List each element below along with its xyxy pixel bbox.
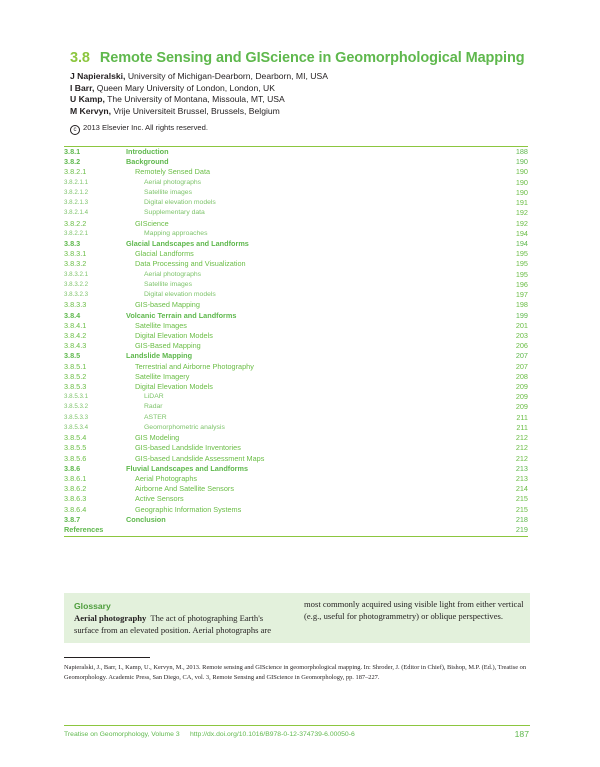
glossary-heading: Glossary: [74, 601, 111, 611]
toc-entry-number: 3.8.2.1: [64, 167, 87, 177]
toc-entry[interactable]: [64, 505, 528, 515]
toc-entry[interactable]: [64, 525, 528, 535]
toc-entry[interactable]: [64, 341, 528, 351]
toc-entry-number: 3.8.6.4: [64, 504, 87, 514]
toc-entry-number: 3.8.3.2: [64, 259, 87, 269]
toc-entry[interactable]: [64, 239, 528, 249]
toc-entry-page: 212: [515, 453, 528, 463]
toc-entry[interactable]: [64, 382, 528, 392]
toc-entry-title: Data Processing and Visualization: [135, 259, 246, 269]
footer-rule: [64, 725, 530, 726]
toc-entry-number: 3.8.5.6: [64, 453, 87, 463]
toc-entry-number: 3.8.6.1: [64, 474, 87, 483]
toc-entry-page: 190: [515, 167, 528, 177]
toc-entry-title: LiDAR: [144, 393, 164, 401]
toc-entry-page: 207: [515, 351, 528, 361]
toc-entry-title: GIS-based Mapping: [135, 300, 200, 310]
toc-entry-page: 195: [515, 269, 528, 279]
citation-note: Napieralski, J., Barr, I., Kamp, U., Kervyn, M., 2013. Remote sensing and GIScience in geomorphological mapping. In: Shroder, J. (Editor in Chief), Bishop, M.P. (Ed.), Treatise on Geomorphology. Academic Press, San Diego, CA, vol. 3, Remote Sensing and GIScience in Geomorphology, pp. 187–227.: [64, 664, 527, 682]
toc-entry-title: Landslide Mapping: [126, 351, 193, 361]
toc-entry[interactable]: [64, 464, 528, 474]
author-line: [70, 71, 540, 83]
toc-entry-page: 211: [516, 412, 528, 422]
toc-entry[interactable]: [64, 311, 528, 321]
footer-journal: Treatise on Geomorphology, Volume 3: [64, 731, 180, 738]
toc-entry-number: 3.8.6.3: [64, 494, 87, 504]
toc-entry-title: Background: [126, 157, 169, 167]
toc-entry-page: 196: [515, 279, 528, 289]
toc-entry-number: 3.8.6.2: [64, 484, 87, 494]
toc-entry-page: 194: [515, 228, 528, 238]
toc-entry-title: Digital Elevation Models: [135, 382, 213, 392]
author-name: J Napieralski,: [70, 71, 126, 81]
toc-entry[interactable]: [64, 198, 528, 208]
toc-entry[interactable]: [64, 392, 528, 402]
toc-entry-number: 3.8.4.3: [64, 341, 87, 351]
author-affiliation: Queen Mary University of London, London, UK: [96, 82, 275, 93]
toc-entry-title: Radar: [144, 403, 163, 411]
toc-entry[interactable]: [64, 362, 528, 372]
toc-entry[interactable]: [64, 270, 528, 280]
toc-entry[interactable]: [64, 280, 528, 290]
author-line: [70, 106, 540, 118]
toc-entry-page: 212: [515, 433, 528, 443]
toc-entry-page: 215: [515, 494, 528, 504]
toc-entry-page: 213: [515, 463, 528, 473]
toc-entry-page: 203: [515, 330, 528, 340]
toc-entry[interactable]: [64, 402, 528, 412]
toc-entry-page: 212: [515, 443, 528, 453]
toc-entry[interactable]: [64, 147, 528, 157]
toc-entry-number: 3.8.6: [64, 463, 81, 473]
toc-entry-page: 209: [515, 402, 528, 412]
toc-entry-title: Glacial Landscapes and Landforms: [126, 238, 249, 248]
toc-entry-page: 188: [515, 147, 528, 156]
toc-entry-number: 3.8.2.2: [64, 218, 87, 228]
toc-entry-number: 3.8.5.3.2: [64, 403, 89, 411]
toc-entry-title: Geomorphometric analysis: [144, 423, 225, 431]
copyright-text: 2013 Elsevier Inc. All rights reserved.: [83, 123, 208, 133]
toc-entry-title: GIS-Based Mapping: [135, 341, 201, 351]
toc-entry-page: 214: [515, 484, 528, 494]
author-affiliation: The University of Montana, Missoula, MT, USA: [107, 94, 285, 105]
toc-rows: [64, 147, 528, 535]
toc-entry[interactable]: [64, 454, 528, 464]
toc-entry-number: 3.8.5.3.1: [64, 393, 89, 401]
toc-entry-title: Introduction: [126, 147, 169, 156]
toc-entry[interactable]: [64, 494, 528, 504]
toc-entry[interactable]: [64, 229, 528, 239]
toc-entry-page: 191: [515, 198, 528, 208]
toc-entry-number: 3.8.4.2: [64, 330, 87, 340]
author-name: I Barr,: [70, 82, 95, 93]
glossary-definition-part2: most commonly acquired using visible light from either vertical (e.g., useful for photogrammetry) or oblique perspectives.: [304, 599, 524, 621]
toc-entry-number: 3.8.1: [64, 147, 81, 156]
table-of-contents: [64, 146, 528, 537]
footer-doi-link[interactable]: http://dx.doi.org/10.1016/B978-0-12-374739-6.00050-6: [190, 731, 355, 738]
toc-entry-page: 192: [515, 208, 528, 218]
toc-entry[interactable]: [64, 157, 528, 167]
toc-entry-page: 194: [515, 238, 528, 248]
toc-entry-page: 206: [515, 341, 528, 351]
chapter-title: [70, 50, 540, 66]
toc-entry-number: 3.8.4: [64, 310, 81, 320]
toc-entry-number: 3.8.4.1: [64, 320, 87, 330]
citation-rule: [64, 657, 150, 658]
toc-entry[interactable]: [64, 290, 528, 300]
toc-entry-title: GIS Modeling: [135, 433, 180, 443]
toc-entry-title: Volcanic Terrain and Landforms: [126, 310, 237, 320]
toc-entry-page: 209: [515, 392, 528, 402]
toc-entry-number: 3.8.2.1.1: [64, 178, 89, 186]
glossary-definition-part1: The act of photographing Earth's surface from an elevated position. Aerial photographs are: [74, 613, 272, 635]
toc-entry-number: References: [64, 525, 104, 535]
toc-entry[interactable]: [64, 423, 528, 433]
toc-entry-title: Fluvial Landscapes and Landforms: [126, 463, 249, 473]
toc-entry-title: Active Sensors: [135, 494, 184, 504]
toc-entry[interactable]: [64, 259, 528, 269]
toc-entry[interactable]: [64, 351, 528, 361]
toc-entry-title: Glacial Landforms: [135, 249, 194, 259]
chapter-title-text: Remote Sensing and GIScience in Geomorphological Mapping: [99, 50, 525, 66]
toc-entry-page: 211: [516, 422, 528, 432]
toc-entry-number: 3.8.5.5: [64, 443, 87, 453]
toc-entry-page: 219: [515, 525, 528, 535]
author-line: [70, 94, 540, 106]
toc-entry[interactable]: [64, 413, 528, 423]
toc-entry-page: 198: [515, 300, 528, 310]
toc-entry[interactable]: [64, 249, 528, 259]
toc-entry-page: 209: [515, 382, 528, 392]
toc-entry[interactable]: [64, 188, 528, 198]
toc-entry-number: 3.8.5.1: [64, 361, 87, 371]
toc-entry[interactable]: [64, 208, 528, 218]
toc-entry-page: 218: [515, 514, 528, 524]
toc-entry-title: Supplementary data: [144, 209, 205, 217]
author-name: U Kamp,: [70, 94, 105, 105]
toc-entry[interactable]: [64, 474, 528, 484]
glossary-term: Aerial photography: [74, 613, 147, 623]
toc-entry-number: 3.8.5.4: [64, 433, 87, 443]
author-affiliation: University of Michigan-Dearborn, Dearborn, MI, USA: [127, 71, 328, 81]
toc-entry-number: 3.8.7: [64, 514, 81, 524]
toc-entry[interactable]: [64, 219, 528, 229]
toc-entry[interactable]: [64, 331, 528, 341]
toc-entry-title: GIS-based Landslide Assessment Maps: [135, 453, 265, 463]
toc-entry-page: 195: [515, 259, 528, 269]
toc-entry-page: 190: [515, 187, 528, 197]
page-number: 187: [514, 729, 529, 739]
author-line: [70, 83, 540, 95]
glossary-entry: [74, 613, 290, 637]
chapter-header: [70, 50, 540, 135]
toc-entry-page: 208: [515, 371, 528, 381]
toc-entry-title: Terrestrial and Airborne Photography: [135, 361, 254, 371]
toc-entry-page: 190: [515, 157, 528, 167]
toc-entry-number: 3.8.2.2.1: [64, 229, 89, 237]
toc-entry[interactable]: [64, 443, 528, 453]
toc-entry[interactable]: [64, 433, 528, 443]
toc-entry-title: Aerial Photographs: [135, 474, 198, 483]
toc-entry-title: Mapping approaches: [144, 229, 208, 237]
copyright-icon: c: [70, 125, 80, 135]
toc-entry-page: 201: [515, 320, 528, 330]
toc-entry-page: 199: [515, 310, 528, 320]
toc-entry-title: Satellite images: [144, 188, 192, 196]
author-list: [70, 71, 540, 117]
toc-entry-title: Satellite Images: [135, 320, 187, 330]
toc-entry-number: 3.8.3.2.3: [64, 291, 89, 299]
toc-entry-title: Satellite Imagery: [135, 371, 190, 381]
glossary-box: [64, 593, 530, 643]
toc-entry-title: GIS-based Landslide Inventories: [135, 443, 241, 453]
toc-entry-title: Aerial photographs: [144, 178, 202, 186]
toc-entry-number: 3.8.5: [64, 351, 81, 361]
toc-entry-number: 3.8.5.3.3: [64, 413, 89, 421]
toc-entry-number: 3.8.5.3: [64, 382, 87, 392]
toc-entry-title: Digital Elevation Models: [135, 330, 213, 340]
toc-entry-number: 3.8.3.2.1: [64, 270, 89, 278]
toc-entry-title: Aerial photographs: [144, 270, 202, 278]
toc-entry[interactable]: [64, 167, 528, 177]
toc-entry-title: Geographic Information Systems: [135, 504, 242, 514]
toc-entry-number: 3.8.5.3.4: [64, 423, 89, 431]
toc-entry-number: 3.8.3.1: [64, 249, 87, 259]
copyright-notice: [70, 123, 540, 135]
toc-entry[interactable]: [64, 372, 528, 382]
toc-entry-page: 195: [515, 249, 528, 259]
toc-entry-title: ASTER: [144, 413, 167, 421]
toc-entry-number: 3.8.2: [64, 157, 81, 167]
toc-entry-title: Conclusion: [126, 514, 166, 524]
toc-entry-title: Satellite images: [144, 280, 192, 288]
author-affiliation: Vrije Universiteit Brussel, Brussels, Belgium: [113, 105, 280, 116]
toc-entry-page: 207: [515, 361, 528, 371]
toc-entry[interactable]: [64, 321, 528, 331]
author-name: M Kervyn,: [70, 105, 112, 116]
toc-entry-page: 197: [515, 290, 528, 300]
toc-entry-page: 215: [515, 504, 528, 514]
toc-entry[interactable]: [64, 178, 528, 188]
toc-entry-title: Remotely Sensed Data: [135, 167, 211, 177]
toc-entry-number: 3.8.5.2: [64, 371, 87, 381]
toc-entry-page: 213: [515, 474, 528, 483]
toc-entry-title: Digital elevation models: [144, 291, 216, 299]
toc-entry[interactable]: [64, 515, 528, 525]
toc-entry-title: GIScience: [135, 218, 169, 228]
toc-bottom-rule: [64, 536, 528, 537]
toc-entry-page: 190: [515, 177, 528, 187]
toc-entry-number: 3.8.2.1.3: [64, 199, 89, 207]
chapter-number: 3.8: [70, 50, 90, 66]
toc-entry-page: 192: [515, 218, 528, 228]
toc-entry[interactable]: [64, 300, 528, 310]
toc-entry-number: 3.8.2.1.4: [64, 209, 89, 217]
toc-entry-number: 3.8.3.2.2: [64, 280, 89, 288]
toc-entry-title: Airborne And Satellite Sensors: [135, 484, 234, 494]
toc-entry-number: 3.8.3: [64, 238, 81, 248]
toc-entry-title: Digital elevation models: [144, 199, 216, 207]
toc-entry-number: 3.8.3.3: [64, 300, 87, 310]
toc-entry-number: 3.8.2.1.2: [64, 188, 89, 196]
toc-entry[interactable]: [64, 484, 528, 494]
